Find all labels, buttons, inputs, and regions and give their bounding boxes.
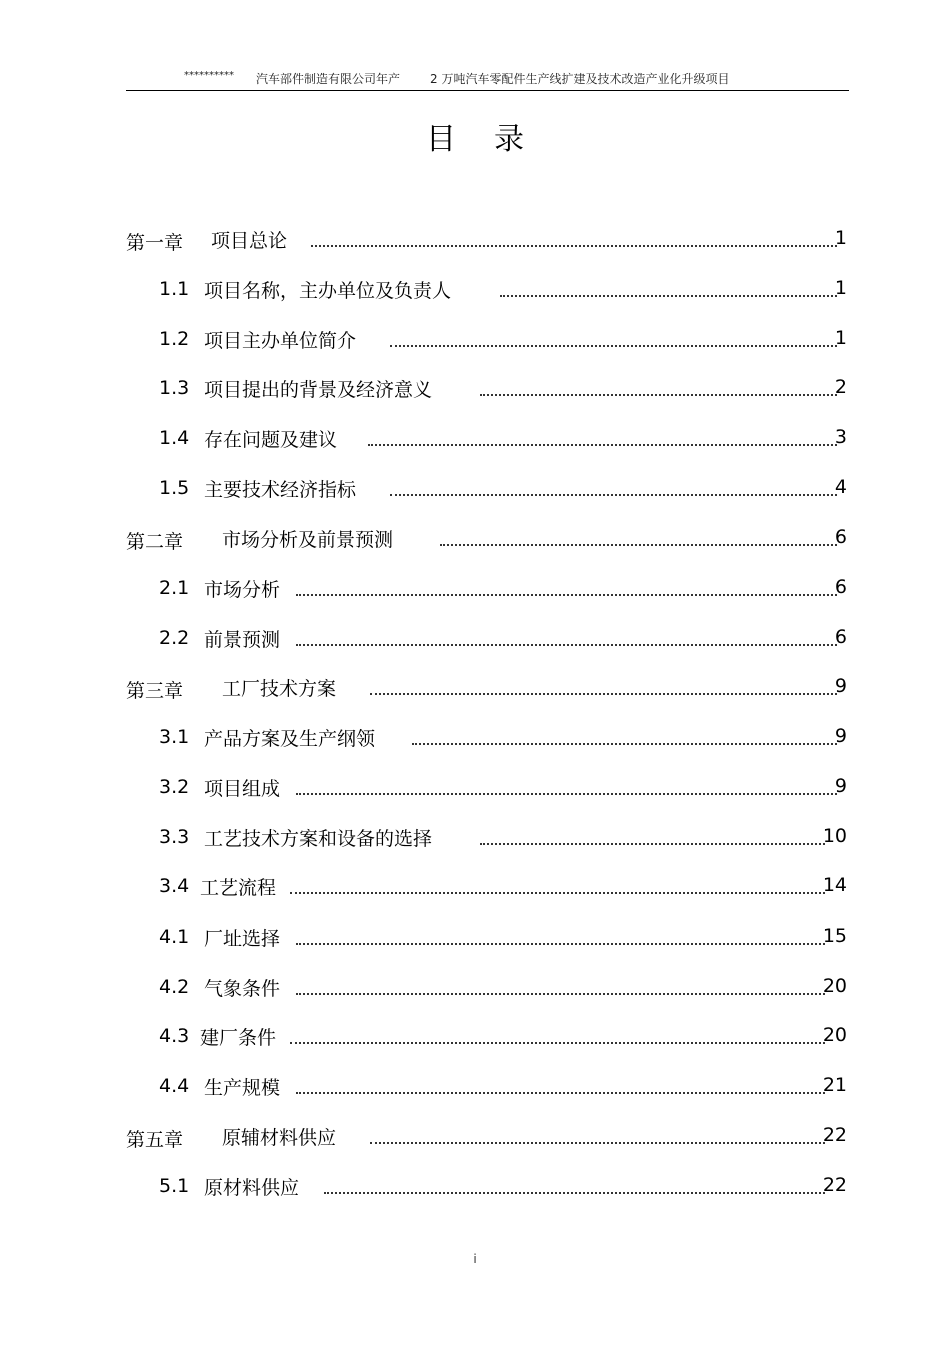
toc-entry-title: 项目名称，主办单位及负责人 [204,280,452,302]
toc-dot-leader [412,743,837,745]
toc-entry [0,375,950,405]
toc-entry [0,276,950,306]
toc-entry-number: 2.1 [159,577,190,599]
toc-entry-page: 20 [822,975,847,997]
toc-entry-title: 工厂技术方案 [222,678,337,700]
toc-entry-page: 14 [822,874,847,896]
toc-entry-number: 第二章 [126,531,184,553]
toc-entry [0,1073,950,1103]
toc-entry-number: 第一章 [126,232,184,254]
toc-entry-number: 4.3 [159,1025,190,1047]
toc-entry-title: 工艺技术方案和设备的选择 [204,828,433,850]
toc-dot-leader [370,1142,825,1144]
toc-entry-number: 1.5 [159,477,190,499]
toc-entry-title: 项目主办单位简介 [204,330,357,352]
toc-entry-title: 生产规模 [204,1077,281,1099]
toc-entry-title: 存在问题及建议 [204,429,338,451]
toc-entry-title: 工艺流程 [200,877,277,899]
toc-entry-page: 20 [822,1024,847,1046]
toc-entry-title: 主要技术经济指标 [204,479,357,501]
toc-entry [0,575,950,605]
toc-entry-number: 1.4 [159,427,190,449]
toc-entry-title: 建厂条件 [200,1027,277,1049]
toc-entry-page: 6 [834,626,847,648]
toc-entry [0,974,950,1004]
toc-entry-number: 第三章 [126,680,184,702]
toc-dot-leader [296,793,837,795]
toc-entry-page: 6 [834,576,847,598]
header-project: 2 万吨汽车零配件生产线扩建及技术改造产业化升级项目 [430,72,730,86]
toc-dot-leader [296,943,825,945]
toc-entry-title: 项目提出的背景及经济意义 [204,379,433,401]
toc-entry-page: 3 [834,426,847,448]
toc-entry-title: 厂址选择 [204,928,281,950]
toc-dot-leader [290,892,825,894]
toc-entry [0,924,950,954]
toc-entry-number: 3.3 [159,826,190,848]
toc-dot-leader [296,644,837,646]
toc-entry-page: 1 [834,277,847,299]
toc-entry-number: 第五章 [126,1129,184,1151]
toc-dot-leader [296,993,825,995]
toc-dot-leader [311,245,837,247]
toc-dot-leader [370,693,837,695]
toc-entry-number: 3.2 [159,776,190,798]
toc-entry [0,724,950,754]
toc-entry [0,475,950,505]
toc-entry-title: 产品方案及生产纲领 [204,728,376,750]
toc-dot-leader [390,494,837,496]
toc-entry-title: 市场分析 [204,579,281,601]
toc-entry-page: 9 [834,725,847,747]
toc-entry-page: 21 [822,1074,847,1096]
toc-dot-leader [324,1192,825,1194]
toc-entry-number: 1.2 [159,328,190,350]
toc-entry-number: 3.4 [159,875,190,897]
toc-dot-leader [390,345,837,347]
toc-entry-title: 原辅材料供应 [222,1127,337,1149]
toc-dot-leader [296,594,837,596]
toc-entry-title: 前景预测 [204,629,281,651]
header-company: 汽车部件制造有限公司年产 [256,72,401,86]
page-title: 目录 [426,122,562,157]
toc-entry [0,774,950,804]
toc-entry [0,1123,950,1153]
toc-entry [0,1023,950,1053]
toc-entry-title: 气象条件 [204,978,281,1000]
toc-entry-page: 1 [834,227,847,249]
toc-entry-page: 2 [834,376,847,398]
toc-entry-page: 22 [822,1174,847,1196]
toc-entry-number: 2.2 [159,627,190,649]
toc-entry-page: 4 [834,476,847,498]
toc-entry-title: 市场分析及前景预测 [222,529,394,551]
toc-dot-leader [480,394,837,396]
toc-dot-leader [440,544,837,546]
toc-dot-leader [368,444,837,446]
page-number: i [473,1252,477,1266]
toc-entry-page: 9 [834,775,847,797]
toc-entry-title: 原材料供应 [204,1177,300,1199]
toc-entry-page: 10 [822,825,847,847]
toc-entry-number: 4.2 [159,976,190,998]
toc-entry-number: 3.1 [159,726,190,748]
toc-dot-leader [296,1092,825,1094]
toc-entry [0,1173,950,1203]
toc-entry-number: 4.1 [159,926,190,948]
toc-entry [0,226,950,256]
toc-entry-page: 9 [834,675,847,697]
toc-entry-title: 项目总论 [211,230,288,252]
toc-dot-leader [290,1042,825,1044]
running-header [126,68,849,91]
toc-entry-page: 1 [834,327,847,349]
header-stars: ********** [184,70,234,81]
toc-entry [0,425,950,455]
toc-entry-number: 1.3 [159,377,190,399]
toc-dot-leader [500,295,837,297]
toc-entry [0,625,950,655]
toc-entry [0,824,950,854]
toc-entry-title: 项目组成 [204,778,281,800]
toc-entry-number: 4.4 [159,1075,190,1097]
toc-entry-page: 15 [822,925,847,947]
toc-entry [0,873,950,903]
toc-entry-page: 22 [822,1124,847,1146]
toc-entry-number: 1.1 [159,278,190,300]
toc-entry-number: 5.1 [159,1175,190,1197]
toc-entry-page: 6 [834,526,847,548]
toc-entry [0,674,950,704]
toc-entry [0,326,950,356]
toc-entry [0,525,950,555]
toc-dot-leader [480,843,825,845]
